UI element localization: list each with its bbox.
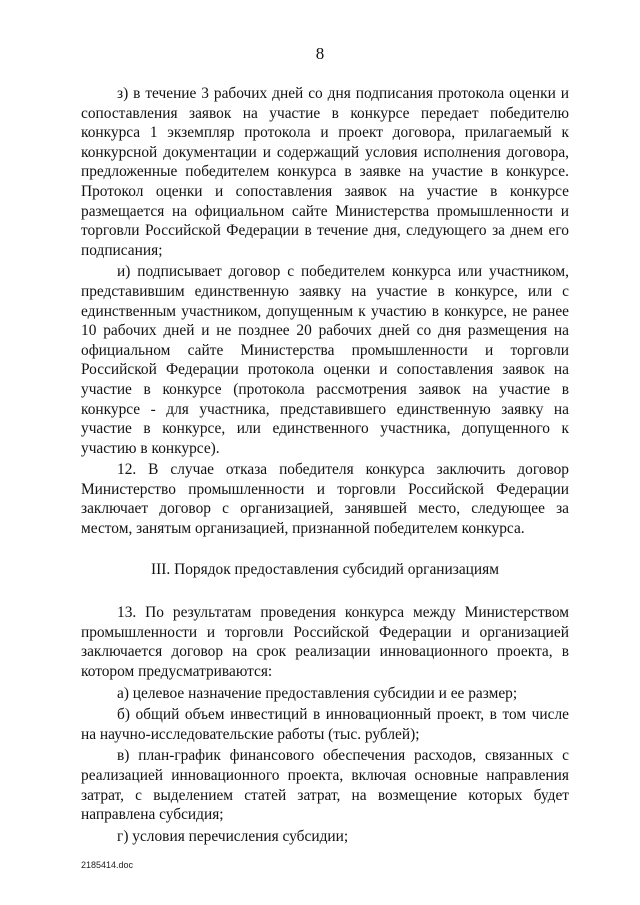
paragraph-z: з) в течение 3 рабочих дней со дня подписания протокола оценки и сопоставления заявок на участие в конкурсе передает победителю конкурса 1 экземпляр протокола и проект договора, прилагаемый к конкурсной документации и содержащий условия исполнения договора, предложенные победителем конкурса в заявке на участие в конкурсе. Протокол оценки и сопоставления заявок на участие в конкурсе размещается на официальном сайте Министерства промышленности и торговли Российской Федерации в течение дня, следующего за днем его подписания;: [81, 85, 569, 259]
paragraph-13-b: б) общий объем инвестиций в инновационный проект, в том числе на научно-исследовательские работы (тыс. рублей);: [81, 706, 569, 743]
paragraph-i: и) подписывает договор с победителем конкурса или участником, представившим единственную заявку на участие в конкурсе, или с единственным участником, допущенным к участию в конкурсе, не ранее 10 рабочих дней и не позднее 20 рабочих дней со дня размещения на официальном сайте Министерства промышленности и торговли Российской Федерации протокола оценки и сопоставления заявок на участие в конкурсе (протокола рассмотрения заявок на участие в конкурсе - для участника, представившего единственную заявку на участие в конкурсе, или единственного участника, допущенного к участию в конкурсе).: [81, 263, 569, 457]
file-name-footer: 2185414.doc: [81, 860, 134, 870]
paragraph-13-g: г) условия перечисления субсидии;: [117, 827, 349, 845]
paragraph-13-a: а) целевое назначение предоставления субсидии и ее размер;: [117, 684, 518, 702]
paragraph-13: 13. По результатам проведения конкурса между Министерством промышленности и торговли Российской Федерации и организацией заключается договор на срок реализации инновационного проекта, в котором предусматриваются:: [81, 604, 569, 681]
paragraph-13-v: в) план-график финансового обеспечения расходов, связанных с реализацией инновационного проекта, включая основные направления затрат, с выделением статей затрат, на возмещение которых будет направлена субсидия;: [81, 747, 569, 824]
paragraph-12: 12. В случае отказа победителя конкурса заключить договор Министерство промышленности и торговли Российской Федерации заключает договор с организацией, занявшей место, следующее за местом, занятым организацией, признанной победителем конкурса.: [81, 461, 569, 538]
page-number: 8: [315, 44, 325, 63]
document-body: [81, 84, 569, 848]
section-heading: III. Порядок предоставления субсидий организациям: [151, 560, 499, 578]
